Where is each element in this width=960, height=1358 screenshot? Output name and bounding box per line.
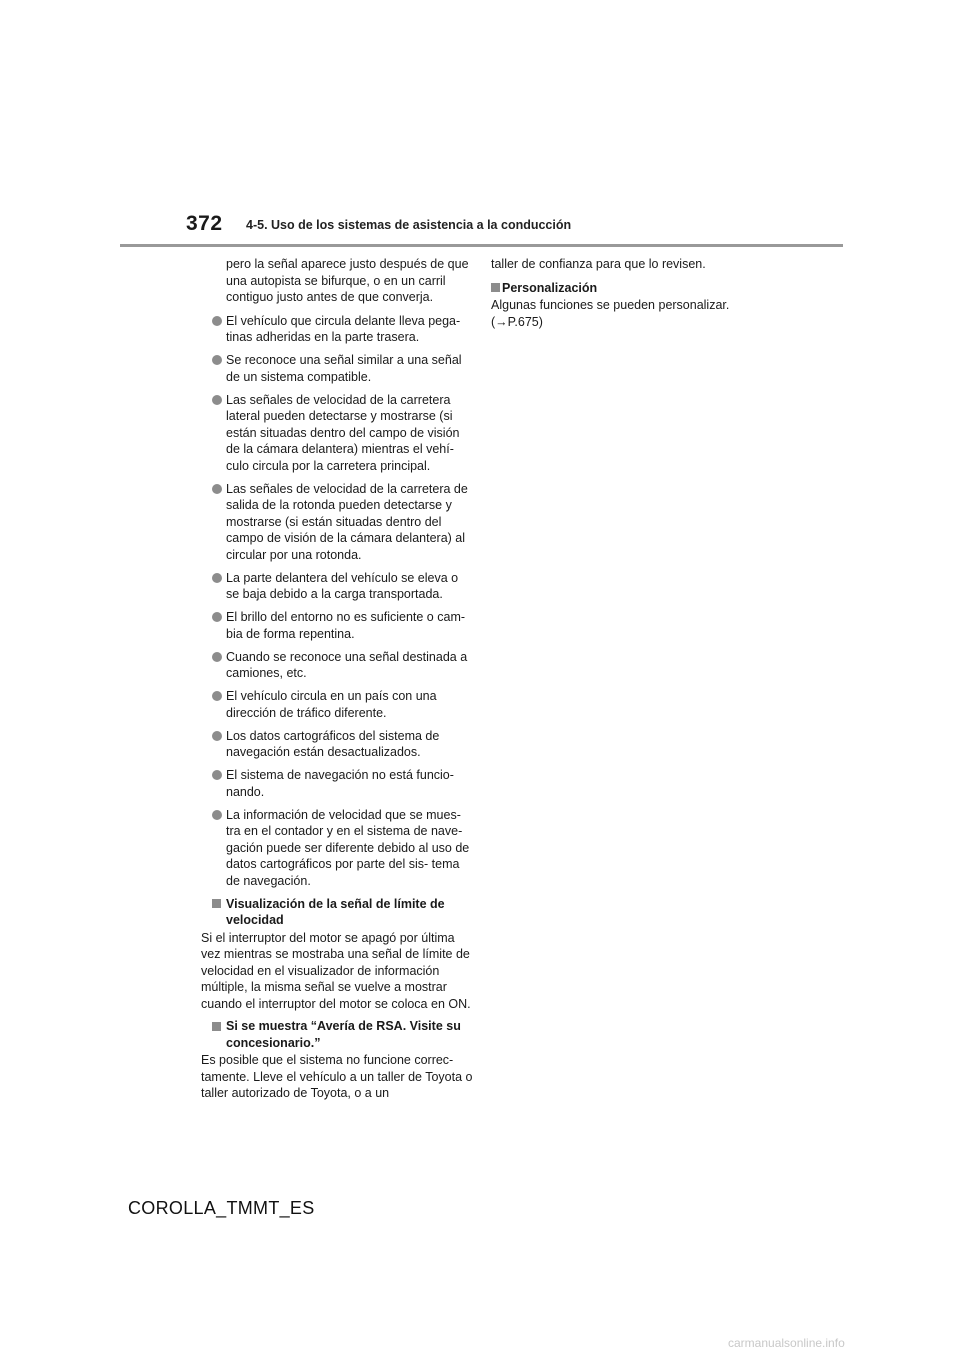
list-item — [201, 649, 473, 682]
bullet-icon — [212, 691, 222, 701]
square-bullet-icon — [491, 283, 500, 292]
list-item-text: Las señales de velocidad de la carretera lateral pueden detectarse y mostrarse (si están situadas dentro del campo de visión de la cámara delantera) mientras el vehí- culo circula por la carretera principal. — [226, 392, 460, 473]
bullet-icon — [212, 731, 222, 741]
list-item-text: El sistema de navegación no está funcio- nando. — [226, 768, 454, 799]
page-number: 372 — [186, 212, 223, 235]
section-body-speed-display: Si el interruptor del motor se apagó por última vez mientras se mostraba una señal de límite de velocidad en el visualizador de información múltiple, la misma señal se vuelve a mostrar cuando el interruptor del motor se coloca en ON. — [201, 930, 471, 1011]
bullet-icon — [212, 810, 222, 820]
bullet-icon — [212, 612, 222, 622]
section-heading-text: Si se muestra “Avería de RSA. Visite su concesionario.” — [226, 1019, 461, 1050]
square-bullet-icon — [212, 899, 221, 908]
bullet-icon — [212, 395, 222, 405]
right-continuation: taller de confianza para que lo revisen. — [491, 257, 706, 271]
bullet-icon — [212, 316, 222, 326]
section-heading-customization — [491, 280, 753, 297]
list-item-text: La información de velocidad que se mues- tra en el contador y en el sistema de nave- gación puede ser diferente debido al uso de datos cartográficos por parte del sis- tema de navegación. — [226, 807, 470, 888]
list-item-text: Se reconoce una señal similar a una señal de un sistema compatible. — [226, 353, 462, 384]
header-divider — [120, 244, 843, 247]
intro-continuation: pero la señal aparece justo después de que una autopista se bifurque, o en un carril contiguo justo antes de que converja. — [226, 257, 469, 304]
bullet-icon — [212, 484, 222, 494]
square-bullet-icon — [212, 1022, 221, 1031]
list-item-text: El vehículo que circula delante lleva pega- tinas adheridas en la parte trasera. — [226, 313, 461, 344]
left-column — [201, 256, 473, 1108]
list-item-text: El vehículo circula en un país con una dirección de tráfico diferente. — [226, 689, 437, 720]
list-item — [201, 352, 473, 385]
list-item — [201, 767, 473, 800]
bullet-icon — [212, 770, 222, 780]
list-item — [201, 570, 473, 603]
list-item-text: La parte delantera del vehículo se eleva o se baja debido a la carga transportada. — [226, 570, 459, 601]
list-item-text: Los datos cartográficos del sistema de navegación están desactualizados. — [226, 728, 440, 759]
list-item — [201, 481, 473, 564]
list-item-text: Cuando se reconoce una señal destinada a camiones, etc. — [226, 649, 468, 680]
section-title: 4-5. Uso de los sistemas de asistencia a la conducción — [246, 218, 572, 232]
section-body-rsa-fault: Es posible que el sistema no funcione correc- tamente. Lleve el vehículo a un taller de Toyota o taller autorizado de Toyota, o a un — [201, 1053, 473, 1100]
bullet-icon — [212, 652, 222, 662]
section-heading-rsa-fault — [201, 1018, 473, 1051]
section-heading-speed-display — [201, 896, 473, 929]
section-heading-text: Visualización de la señal de límite de velocidad — [226, 896, 445, 927]
document-code: COROLLA_TMMT_ES — [128, 1198, 315, 1218]
section-heading-text: Personalización — [502, 280, 598, 295]
list-item — [201, 392, 473, 475]
bullet-icon — [212, 355, 222, 365]
list-item — [201, 313, 473, 346]
list-item-text: Las señales de velocidad de la carretera de salida de la rotonda pueden detectarse y mostrarse (si están situadas dentro del campo de visión de la cámara delantera) al circular por una rotonda. — [226, 481, 468, 562]
list-item-text: El brillo del entorno no es suficiente o cam- bia de forma repentina. — [226, 610, 466, 641]
right-column — [491, 256, 753, 330]
list-item — [201, 688, 473, 721]
list-item — [201, 728, 473, 761]
section-body-customization: Algunas funciones se pueden personalizar. — [491, 298, 730, 312]
watermark: carmanualsonline.info — [728, 1336, 845, 1350]
bullet-icon — [212, 573, 222, 583]
list-item — [201, 807, 473, 890]
list-item — [201, 609, 473, 642]
page-reference-link[interactable]: (→P.675) — [491, 314, 543, 329]
